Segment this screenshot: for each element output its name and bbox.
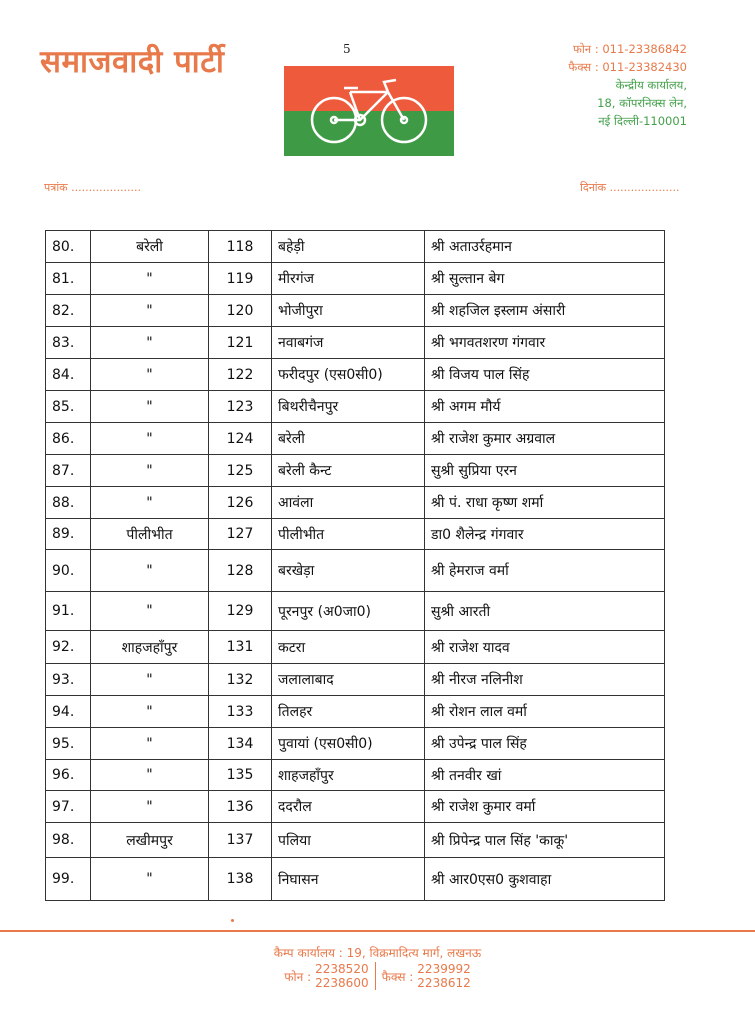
serial-number: 93. [46, 664, 91, 696]
district: " [91, 391, 209, 423]
serial-number: 99. [46, 858, 91, 901]
footer-fax-2: 2238612 [417, 976, 471, 990]
serial-number: 85. [46, 391, 91, 423]
constituency-code: 119 [209, 263, 272, 295]
candidate-name: श्री हेमराज वर्मा [425, 550, 665, 592]
district: " [91, 791, 209, 823]
district: " [91, 423, 209, 455]
constituency-name: बिथरीचैनपुर [272, 391, 425, 423]
phone-text: फोन : 011-23386842 [572, 42, 687, 56]
candidate-name: श्री तनवीर खां [425, 760, 665, 791]
district: " [91, 487, 209, 519]
serial-number: 94. [46, 696, 91, 728]
constituency-code: 136 [209, 791, 272, 823]
office-line-3: नई दिल्ली-110001 [598, 114, 687, 128]
candidate-name: श्री प्रिपेन्द्र पाल सिंह 'काकू' [425, 823, 665, 858]
district: " [91, 592, 209, 631]
candidate-name: श्री शहजिल इस्लाम अंसारी [425, 295, 665, 327]
constituency-name: पूरनपुर (अ0जा0) [272, 592, 425, 631]
district: " [91, 263, 209, 295]
table-row [46, 423, 665, 455]
serial-number: 97. [46, 791, 91, 823]
constituency-code: 120 [209, 295, 272, 327]
candidate-name: श्री नीरज नलिनीश [425, 664, 665, 696]
candidate-name: श्री सुल्तान बेग [425, 263, 665, 295]
candidate-name: श्री विजय पाल सिंह [425, 359, 665, 391]
page-number: 5 [343, 42, 351, 56]
table-row [46, 823, 665, 858]
table-row [46, 455, 665, 487]
constituency-code: 129 [209, 592, 272, 631]
serial-number: 89. [46, 519, 91, 550]
table-row [46, 550, 665, 592]
office-line-2: 18, कॉपरनिक्स लेन, [597, 96, 687, 110]
constituency-name: शाहजहाँपुर [272, 760, 425, 791]
constituency-name: कटरा [272, 631, 425, 664]
candidate-name: सुश्री आरती [425, 592, 665, 631]
serial-number: 84. [46, 359, 91, 391]
candidate-table [45, 230, 665, 901]
serial-number: 82. [46, 295, 91, 327]
serial-number: 83. [46, 327, 91, 359]
candidate-name: श्री भगवतशरण गंगवार [425, 327, 665, 359]
constituency-name: मीरगंज [272, 263, 425, 295]
district: " [91, 295, 209, 327]
serial-number: 90. [46, 550, 91, 592]
constituency-code: 121 [209, 327, 272, 359]
office-line-1: केन्द्रीय कार्यालय, [615, 78, 687, 92]
constituency-code: 123 [209, 391, 272, 423]
party-flag [284, 66, 454, 156]
constituency-code: 126 [209, 487, 272, 519]
district: " [91, 327, 209, 359]
table-row [46, 760, 665, 791]
footer-phone-2: 2238600 [315, 976, 369, 990]
constituency-name: भोजीपुरा [272, 295, 425, 327]
constituency-code: 135 [209, 760, 272, 791]
table-row [46, 263, 665, 295]
table-row [46, 327, 665, 359]
district: लखीमपुर [91, 823, 209, 858]
constituency-code: 127 [209, 519, 272, 550]
bicycle-icon [308, 74, 430, 148]
serial-number: 95. [46, 728, 91, 760]
district: " [91, 760, 209, 791]
table-row [46, 359, 665, 391]
constituency-name: बरेली [272, 423, 425, 455]
constituency-name: पीलीभीत [272, 519, 425, 550]
fax-text: फैक्स : 011-23382430 [568, 60, 687, 74]
constituency-code: 124 [209, 423, 272, 455]
constituency-code: 131 [209, 631, 272, 664]
table-row [46, 295, 665, 327]
table-row [46, 487, 665, 519]
patrank-field: पत्रांक .................... [44, 181, 142, 194]
table-row [46, 728, 665, 760]
candidate-name: श्री रोशन लाल वर्मा [425, 696, 665, 728]
district: " [91, 455, 209, 487]
serial-number: 80. [46, 231, 91, 263]
serial-number: 88. [46, 487, 91, 519]
constituency-code: 118 [209, 231, 272, 263]
constituency-name: तिलहर [272, 696, 425, 728]
table-row [46, 231, 665, 263]
constituency-code: 133 [209, 696, 272, 728]
contact-info [568, 40, 687, 130]
constituency-name: निघासन [272, 858, 425, 901]
footer-phone-group [278, 962, 374, 990]
constituency-code: 128 [209, 550, 272, 592]
candidate-name: श्री अगम मौर्य [425, 391, 665, 423]
district: " [91, 664, 209, 696]
constituency-name: बहेड़ी [272, 231, 425, 263]
table-row [46, 592, 665, 631]
district: पीलीभीत [91, 519, 209, 550]
candidate-name: सुश्री सुप्रिया एरन [425, 455, 665, 487]
candidate-name: श्री उपेन्द्र पाल सिंह [425, 728, 665, 760]
constituency-code: 138 [209, 858, 272, 901]
candidate-name: श्री राजेश कुमार वर्मा [425, 791, 665, 823]
district: " [91, 550, 209, 592]
candidate-name: श्री अताउर्रहमान [425, 231, 665, 263]
footer-fax-1: 2239992 [417, 962, 471, 976]
camp-office-address: कैम्प कार्यालय : 19, विक्रमादित्य मार्ग, लखनऊ [273, 946, 482, 960]
constituency-name: बरेली कैन्ट [272, 455, 425, 487]
candidate-name: श्री आर0एस0 कुशवाहा [425, 858, 665, 901]
district: शाहजहाँपुर [91, 631, 209, 664]
footer-contacts [0, 962, 755, 990]
table-row [46, 791, 665, 823]
candidate-name: श्री राजेश यादव [425, 631, 665, 664]
table-row [46, 858, 665, 901]
candidate-name: श्री राजेश कुमार अग्रवाल [425, 423, 665, 455]
serial-number: 86. [46, 423, 91, 455]
table-row [46, 519, 665, 550]
candidate-name: श्री पं. राधा कृष्ण शर्मा [425, 487, 665, 519]
serial-number: 81. [46, 263, 91, 295]
constituency-name: पलिया [272, 823, 425, 858]
footer-dot [231, 919, 234, 922]
constituency-code: 134 [209, 728, 272, 760]
district: " [91, 728, 209, 760]
district: " [91, 696, 209, 728]
footer-divider [0, 930, 755, 932]
table-row [46, 631, 665, 664]
candidate-name: डा0 शैलेन्द्र गंगवार [425, 519, 665, 550]
constituency-name: नवाबगंज [272, 327, 425, 359]
footer-fax-label: फैक्स : [381, 969, 414, 984]
party-name: समाजवादी पार्टी [40, 44, 225, 80]
constituency-code: 125 [209, 455, 272, 487]
constituency-name: फरीदपुर (एस0सी0) [272, 359, 425, 391]
table-row [46, 664, 665, 696]
constituency-code: 137 [209, 823, 272, 858]
footer-phone-1: 2238520 [315, 962, 369, 976]
serial-number: 87. [46, 455, 91, 487]
table-row [46, 391, 665, 423]
constituency-code: 122 [209, 359, 272, 391]
district: " [91, 359, 209, 391]
dinank-field: दिनांक .................... [580, 181, 680, 194]
serial-number: 96. [46, 760, 91, 791]
district: " [91, 858, 209, 901]
serial-number: 92. [46, 631, 91, 664]
constituency-name: आवंला [272, 487, 425, 519]
constituency-name: बरखेड़ा [272, 550, 425, 592]
footer-phone-label: फोन : [284, 969, 312, 984]
serial-number: 91. [46, 592, 91, 631]
district: बरेली [91, 231, 209, 263]
constituency-code: 132 [209, 664, 272, 696]
footer-fax-group [376, 962, 477, 990]
constituency-name: ददरौल [272, 791, 425, 823]
constituency-name: जलालाबाद [272, 664, 425, 696]
table-row [46, 696, 665, 728]
constituency-name: पुवायां (एस0सी0) [272, 728, 425, 760]
serial-number: 98. [46, 823, 91, 858]
